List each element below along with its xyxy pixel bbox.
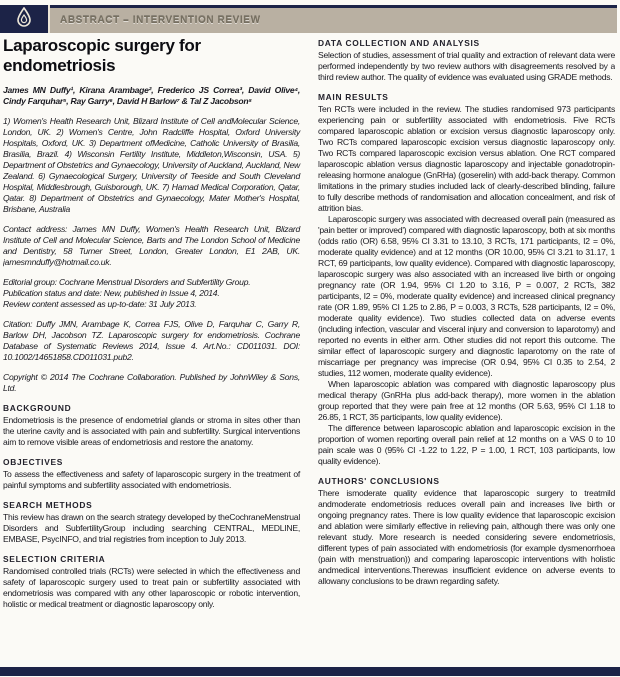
section-paragraph: To assess the effectiveness and safety of laparoscopic surgery in the treatment of painful symptoms and subfertility associated with endometriosis. xyxy=(3,469,300,490)
abstract-page xyxy=(3,36,615,663)
section-background xyxy=(3,403,300,448)
page-title: Laparoscopic surgery for endometriosis xyxy=(3,36,201,75)
authors-line: James MN Duffy¹, Kirana Arambage², Frederico JS Correa³, David Olive⁴, Cindy Farquhar⁵, Ray Garry⁶, David H Barlow⁷ & Tal Z Jacobson⁸ xyxy=(3,85,300,106)
section-main-results xyxy=(318,92,615,467)
section-heading: MAIN RESULTS xyxy=(318,92,389,102)
section-heading: OBJECTIVES xyxy=(3,457,64,467)
footer-rule-bar xyxy=(0,667,620,676)
section-heading: DATA COLLECTION AND ANALYSIS xyxy=(318,38,480,48)
copyright-line: Copyright © 2014 The Cochrane Collaboration. Published by JohnWiley & Sons, Ltd. xyxy=(3,372,300,393)
section-heading: SEARCH METHODS xyxy=(3,500,93,510)
section-search-methods xyxy=(3,500,300,545)
section-paragraph: Randomised controlled trials (RCTs) were selected in which the effectiveness and safety of laparoscopic surgery used to treat pain or subfertility associated with endometriosis was compared with any other laparoscopic or robotic intervention, holistic or medical treatment or diagnostic laparoscopy only. xyxy=(3,566,300,609)
section-paragraph: The difference between laparoscopic ablation and laparoscopic excision in the proportion of women reporting overall pain relief at 12 months on a VAS 0 to 10 pain scale was 0 (95% CI -1.22 to 1.22, P = 1.00, 1 RCT, 103 participants, low quality evidence). xyxy=(318,423,615,466)
editorial-info xyxy=(3,277,300,310)
header-bar xyxy=(0,5,620,33)
section-heading: SELECTION CRITERIA xyxy=(3,554,106,564)
logo-block xyxy=(0,5,50,33)
section-paragraph: Selection of studies, assessment of trial quality and extraction of relevant data were performed independently by two review authors with disagreements resolved by a third review author. The quality of evidence was evaluated using GRADE methods. xyxy=(318,50,615,82)
left-column xyxy=(3,36,302,663)
section-objectives xyxy=(3,457,300,491)
section-heading: BACKGROUND xyxy=(3,403,72,413)
section-paragraph: Laparoscopic surgery was associated with decreased overall pain (measured as 'pain better or improved') compared with diagnostic laparoscopy, both at six months (odds ratio (OR) 6.58, 95% CI 3.31 to 13.10, 3 RCTs, 171 participants, I2 = 0%, moderate quality evidence) and at 12 months (OR 10.00, 95% CI 3.21 to 31.17, 1 RCT, 69 participants, low quality evidence). Compared with diagnostic laparoscopy, laparoscopic surgery was also associated with an increased live birth or ongoing pregnancy rate (OR 1.94, 95% CI 1.20 to 3.16, P = 0.007, 2 RCTs, 382 participants, I2 = 0%, moderate quality evidence) and increased clinical pregnancy rate (OR 1.89, 95% CI 1.25 to 2.86, P = 0.003, 3 RCTs, 528 participants, I2 = 0%, moderate quality evidence). Two studies collected data on adverse events (including infection, vascular and visceral injury and conversion to laparotomy) and reported no events in either arm. Other studies did not report this outcome. The similar effect of laparoscopic surgery and diagnostic laparotomy on the rate of miscarriage per pregnancy was imprecise (OR 0.94, 95% CI 0.35 to 2.54, 2 studies, 112 women, moderate quality evidence). xyxy=(318,214,615,378)
abstract-banner-label: ABSTRACT – INTERVENTION REVIEW xyxy=(60,15,261,26)
affiliations: 1) Women's Health Research Unit, Blizard Institute of Cell andMolecular Science, London, UK. 2) Women's Centre, John Radcliffe Hospital, Oxford University Hospitals, Oxford, UK. 3) Department ofMedicine, Catholic University of Brasilia, Brasilia, Brazil. 4) Wisconsin Fertility Institute, Middleton,Wisconsin, USA. 5) Department of Obstetrics and Gynaecology, University of Auckland, Auckland, New Zealand. 6) Gynaecological Surgery, University of Teeside and South Cleveland Hospital, Middlesbrough, Guisborough, UK. 7) Hamad Medical Corporation, Qatar, Qatar. 8) Department of Obstetrics and Gynaecology, Mater Mother's Hospital, Brisbane, Australia xyxy=(3,116,300,214)
assessed-date-line: Review content assessed as up-to-date: 31 July 2013. xyxy=(3,299,197,309)
editorial-group-line: Editorial group: Cochrane Menstrual Disorders and Subfertility Group. xyxy=(3,277,251,287)
publication-status-line: Publication status and date: New, published in Issue 4, 2014. xyxy=(3,288,220,298)
section-authors-conclusions xyxy=(318,476,615,587)
section-selection-criteria xyxy=(3,554,300,610)
section-paragraph: Endometriosis is the presence of endometrial glands or stroma in sites other than the uterine cavity and is associated with pain and subfertility. Surgical interventions aim to remove visible areas of endometriosis and restore the anatomy. xyxy=(3,415,300,447)
section-paragraph: When laparoscopic ablation was compared with diagnostic laparoscopy plus medical therapy (GnRHa plus add-back therapy), more women in the ablation group reported that they were pain free at 12 months (OR 5.63, 95% CI 1.18 to 26.85, 1 RCT, 35 participants, low quality evidence). xyxy=(318,379,615,422)
abstract-banner xyxy=(50,5,617,33)
right-column xyxy=(318,36,615,663)
section-paragraph: Ten RCTs were included in the review. The studies randomised 973 participants experiencing pain or subfertility associated with endometriosis. Five RCTs compared laparoscopic ablation or excision versus diagnostic laparoscopy only. Two RCTs compared laparoscopic excision versus diagnostic laparoscopy only. Two RCTs compared laparoscopic excision versus ablation. One RCT compared laparoscopic ablation versus diagnostic laparoscopy and injectable gonadotropin-releasing hormone analogue (GnRHa) (goserelin) with add-back therapy. Common limitations in the primary studies included lack of clearly-described blinding, failure to fully describe methods of randomisation and allocation concealment, and risk of attrition bias. xyxy=(318,104,615,213)
section-heading: AUTHORS' CONCLUSIONS xyxy=(318,476,440,486)
section-paragraph: This review has drawn on the search strategy developed by theCochraneMenstrual Disorders and SubfertilityGroup including searching CENTRAL, MEDLINE, EMBASE, PsycINFO, and trial registries from inception to July 2013. xyxy=(3,512,300,544)
contact-address: Contact address: James MN Duffy, Women's Health Research Unit, Blizard Institute of Cell and Molecular Science, Barts and The London School of Medicine and Dentistry, 58 Turner Street, London, Greater London, E1 2AB, UK. jamesmnduffy@hotmail.co.uk. xyxy=(3,224,300,267)
section-data-collection xyxy=(318,38,615,83)
section-paragraph: There ismoderate quality evidence that laparoscopic surgery to treatmild andmoderate endometriosis reduces overall pain and increases live birth or ongoing pregnancy rates. There is low quality evidence that laparoscopic excision and ablation were similarly effective in relieving pain, although there was only one relevant study. More research is needed considering severe endometriosis, different types of pain associated with endometriosis (for example dysmenorrhoea (pain with menstruation)) and comparing laparoscopic interventions with holistic andmedical interventions.Therewas insufficient evidence on adverse events to allowany conclusions to be drawn regarding safety. xyxy=(318,488,615,586)
cochrane-drop-icon xyxy=(16,7,32,32)
citation: Citation: Duffy JMN, Arambage K, Correa FJS, Olive D, Farquhar C, Garry R, Barlow DH, Jacobson TZ. Laparoscopic surgery for endometriosis. Cochrane Database of Systematic Reviews 2014, Issue 4. Art.No.: CD011031. DOI: 10.1002/14651858.CD011031.pub2. xyxy=(3,319,300,362)
